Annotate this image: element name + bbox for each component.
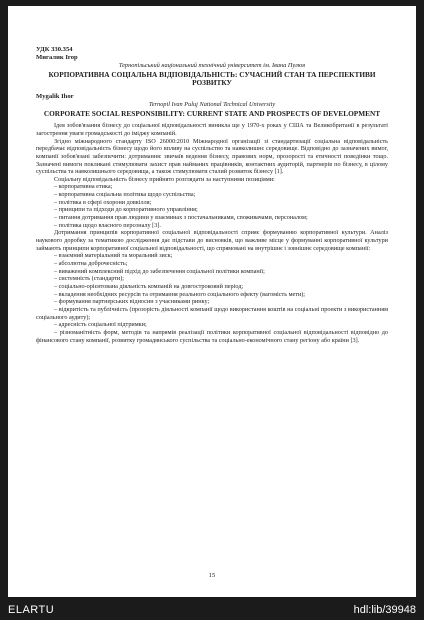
list-item: – вкладення необхідних ресурсів та отримання реального соціального ефекту (вагомість мети);	[54, 290, 306, 298]
paper-title-en: CORPORATE SOCIAL RESPONSIBILITY: CURRENT STATE AND PROSPECTS OF DEVELOPMENT	[43, 108, 381, 118]
list-item: – політика в сфері охорони довкілля;	[54, 198, 152, 206]
paragraph-3: Соціальну відповідальність бізнесу прийнято розглядати за наступними позиціями:	[54, 175, 275, 183]
csr-principles-list	[36, 252, 388, 344]
paragraph-1: Ідея зобов'язання бізнесу до соціальної відповідальності виникла ще у 1970-х роках у США та Великобританії в результаті загострення уваги громадськості до іміджу компаній.	[36, 122, 388, 137]
list-item: – питання дотримання прав людини у взаєминах з постачальниками, споживачами, персоналом;	[54, 214, 308, 222]
list-item: – відкритість та публічність (прозорість діяльності компанії щодо використання коштів на соціальні проекти з використанням соціального аудиту);	[36, 305, 388, 321]
paper-title-ua: КОРПОРАТИВНА СОЦІАЛЬНА ВІДПОВІДАЛЬНІСТЬ: СУЧАСНИЙ СТАН ТА ПЕРСПЕКТИВИ РОЗВИТКУ	[48, 69, 376, 87]
affiliation-en: Ternopil Ivan Puluj National Technical University	[148, 101, 276, 109]
list-item: – соціально-орієнтована діяльність компаній на довгостроковий період;	[54, 283, 244, 290]
csr-positions-list	[36, 183, 388, 229]
list-item: – абсолютна доброчесність;	[54, 260, 128, 268]
page-content	[36, 46, 388, 344]
list-item: – формування партнерських відносин з учасниками ринку;	[54, 298, 210, 306]
list-item: – взаємний матеріальний та моральний зиск;	[54, 252, 173, 260]
author-name-ua: Мигалик Ігор	[36, 54, 78, 61]
document-page	[8, 6, 416, 597]
affiliation-ua: Тернопільський національний технічний університет ім. Івана Пулюя	[118, 62, 306, 69]
list-item: – виважений комплексний підхід до забезпечення соціальної політики компанії;	[54, 267, 265, 275]
list-item: – різноманітність форм, методів та напрямів реалізації політики корпоративної соціальної відповідальності відповідно до фінансового стану компанії, розвитку громадянського суспільства та соціально-економічного стану регіону або країни [3].	[36, 328, 388, 344]
list-item: – системність (стандарти);	[54, 275, 125, 283]
paragraph-2: Згідно міжнародного стандарту ISO 26000:2010 Міжнародної організації зі стандартизації соціальна відповідальність передбачає відповідальність бізнесу щодо його впливу на суспільство та навколишнє середовище. Відповідно до зазначених вимог, компанії зобов'язані забезпечити: дотримання: звичаїв ведення бізнесу, правових норм, прозорості та етичності поведінки тощо. Зазначені вимоги покликані стимулювати захист прав найманих працівників, контактних аудиторій, партнерів по бізнесу, в цілому суспільства та навколишнього середовища, а також стимулювати сталий розвиток бізнесу [1].	[36, 137, 388, 176]
handle-identifier: hdl:lib/39948	[353, 604, 416, 616]
list-item: – корпоративна етика;	[54, 183, 113, 191]
udc-code: УДК 330.354	[36, 46, 73, 53]
author-name-en: Mygalik Ihor	[36, 93, 74, 101]
list-item: – корпоративна соціальна політика щодо суспільства;	[54, 191, 196, 199]
paragraph-4: Дотримання принципів корпоративної соціальної відповідальності сприяє формуванню корпоративної культури. Аналіз наукового доробку за тематикою дослідження дає підстави до висновків, що важливе місце у формуванні корпоративної культури займають принципи корпоративної соціальної відповідальності, що спрямовані на внутрішнє і зовнішнє середовище компанії:	[36, 229, 388, 252]
page-number: 15	[208, 572, 216, 579]
list-item: – адресність соціальної підтримки;	[54, 321, 147, 329]
list-item: – принципи та підходи до корпоративного управління;	[54, 206, 198, 214]
repository-label: ELARTU	[8, 604, 55, 616]
list-item: – політика щодо власного персоналу [3].	[54, 221, 161, 229]
